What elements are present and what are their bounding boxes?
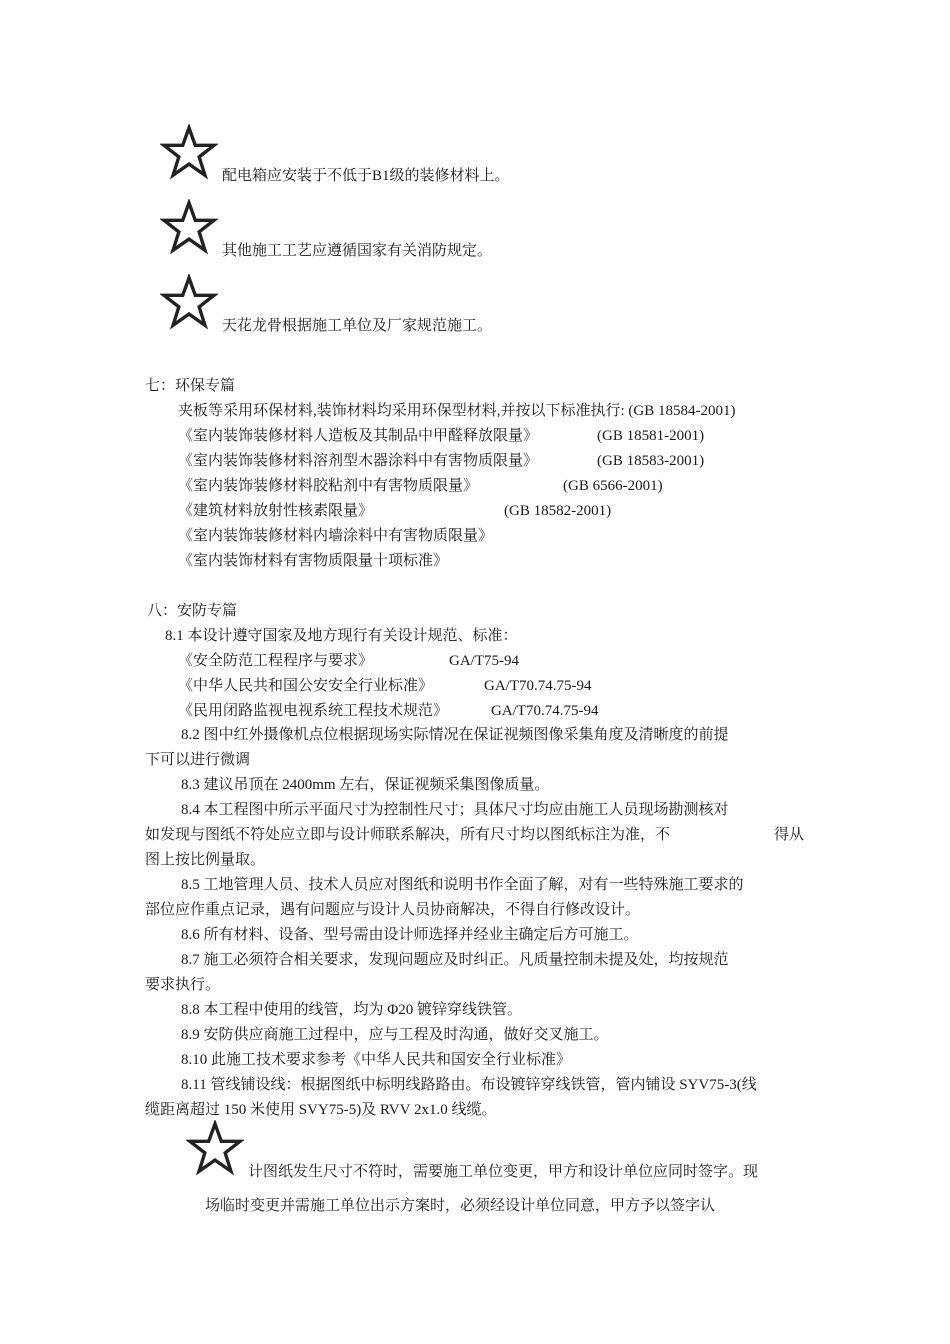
standard-code: GA/T75-94 (449, 653, 519, 669)
section8-heading: 八：安防专篇 (147, 603, 238, 619)
paragraph-line: 下可以进行微调 (145, 752, 251, 768)
paragraph-line: 8.11 管线铺设线：根据图纸中标明线路路由。布设镀锌穿线铁管，管内铺设 SYV75-3(线 (181, 1077, 757, 1093)
paragraph-line: 8.3 建议吊顶在 2400mm 左右，保证视频采集图像质量。 (181, 777, 550, 793)
star-icon (160, 199, 218, 257)
standard-code: (GB 18581-2001) (597, 428, 705, 444)
paragraph-line: 缆距离超过 150 米使用 SVY75-5)及 RVV 2x1.0 线缆。 (145, 1102, 497, 1118)
section7-heading: 七：环保专篇 (145, 378, 236, 394)
paragraph-line: 8.7 施工必须符合相关要求，发现问题应及时纠正。凡质量控制未提及处，均按规范 (181, 952, 729, 968)
section7-intro: 夹板等采用环保材料,装饰材料均采用环保型材料,并按以下标准执行: (GB 18584-2001) (178, 403, 736, 419)
standard-title: 《安全防范工程程序与要求》 (178, 653, 374, 669)
standard-title: 《室内装饰装修材料人造板及其制品中甲醛释放限量》 (178, 428, 539, 444)
bullet-bottom-line2: 场临时变更并需施工单位出示方案时，必须经设计单位同意，甲方予以签字认 (205, 1198, 716, 1214)
bullet-text-3: 天花龙骨根据施工单位及厂家规范施工。 (222, 318, 493, 334)
standard-code: (GB 18583-2001) (597, 453, 705, 469)
paragraph-line: 8.2 图中红外摄像机点位根据现场实际情况在保证视频图像采集角度及清晰度的前提 (181, 727, 729, 743)
paragraph-line: 要求执行。 (145, 977, 221, 993)
star-icon (186, 1120, 244, 1178)
star-icon (160, 274, 218, 332)
standard-title: 《建筑材料放射性核素限量》 (178, 503, 374, 519)
paragraph-line: 部位应作重点记录，遇有问题应与设计人员协商解决，不得自行修改设计。 (145, 902, 641, 918)
paragraph-line: 8.5 工地管理人员、技术人员应对图纸和说明书作全面了解，对有一些特殊施工要求的 (181, 877, 744, 893)
standard-title: 《室内装饰装修材料胶粘剂中有害物质限量》 (178, 478, 479, 494)
paragraph-line: 图上按比例量取。 (145, 852, 266, 868)
paragraph-line: 8.9 安防供应商施工过程中，应与工程及时沟通，做好交叉施工。 (181, 1027, 609, 1043)
standard-title: 《室内装饰材料有害物质限量十项标准》 (178, 553, 449, 569)
paragraph-line: 8.4 本工程图中所示平面尺寸为控制性尺寸；具体尺寸均应由施工人员现场勘测核对 (181, 802, 729, 818)
standard-code: (GB 6566-2001) (563, 478, 663, 494)
standard-title: 《室内装饰装修材料内墙涂料中有害物质限量》 (178, 528, 494, 544)
bullet-text-1: 配电箱应安装于不低于B1级的装修材料上。 (222, 168, 510, 184)
standard-title: 《中华人民共和国公安安全行业标准》 (178, 678, 434, 694)
star-icon (160, 124, 218, 182)
paragraph-line: 8.6 所有材料、设备、型号需由设计师选择并经业主确定后方可施工。 (181, 927, 639, 943)
standard-title: 《室内装饰装修材料溶剂型木器涂料中有害物质限量》 (178, 453, 539, 469)
paragraph-line: 8.8 本工程中使用的线管，均为 Φ20 镀锌穿线铁管。 (181, 1002, 522, 1018)
paragraph-line: 得从 (774, 827, 805, 843)
standard-code: GA/T70.74.75-94 (491, 703, 599, 719)
item-8-1: 8.1 本设计遵守国家及地方现行有关设计规范、标准： (165, 628, 518, 644)
bullet-bottom-line1: 计图纸发生尺寸不符时，需要施工单位变更，甲方和设计单位应同时签字。现 (248, 1164, 759, 1180)
standard-code: (GB 18582-2001) (504, 503, 612, 519)
paragraph-line: 8.10 此施工技术要求参考《中华人民共和国安全行业标准》 (181, 1052, 572, 1068)
standard-code: GA/T70.74.75-94 (484, 678, 592, 694)
paragraph-line: 如发现与图纸不符处应立即与设计师联系解决，所有尺寸均以图纸标注为准，不 (145, 827, 671, 843)
standard-title: 《民用闭路监视电视系统工程技术规范》 (178, 703, 449, 719)
bullet-text-2: 其他施工工艺应遵循国家有关消防规定。 (222, 243, 493, 259)
